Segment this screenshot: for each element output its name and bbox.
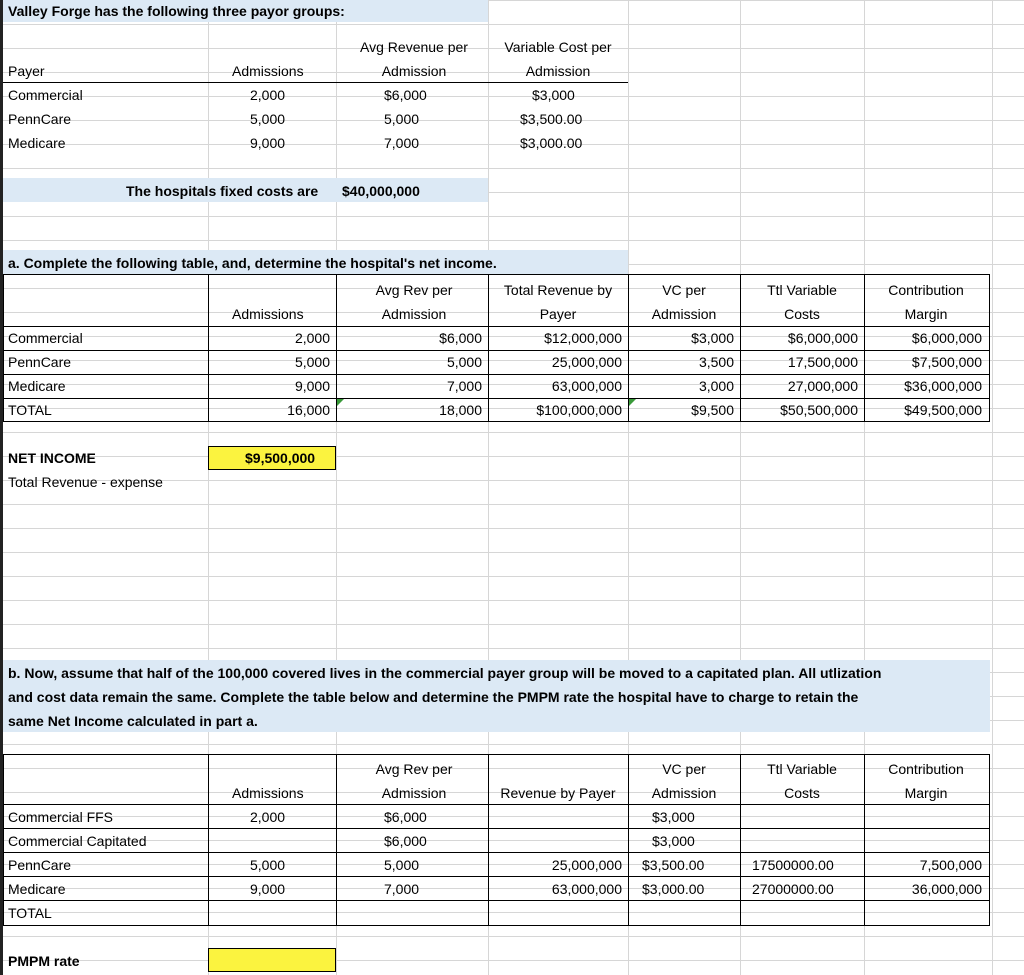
a-total-cm: $49,500,000 [904, 402, 982, 418]
a-row-vc: $3,000 [691, 330, 734, 346]
fixed-costs-value: $40,000,000 [342, 183, 420, 199]
intro-vc-header-1: Variable Cost per [504, 39, 612, 55]
formula-warning-marker [337, 399, 344, 406]
a-row-payer: Medicare [8, 378, 66, 394]
intro-row-admissions: 2,000 [250, 87, 286, 103]
b-avg-rev-header-2: Admission [381, 785, 447, 801]
a-row-avg-rev: $6,000 [439, 330, 482, 346]
part-b-text-2: and cost data remain the same. Complete the table below and determine the PMPM rate the hospital have to charge to retain the [8, 689, 859, 705]
intro-row-vc: $3,000.00 [520, 135, 583, 151]
b-row-avg-rev: $6,000 [384, 833, 427, 849]
part-b-text-3: same Net Income calculated in part a. [8, 713, 258, 729]
a-total-tvc: $50,500,000 [780, 402, 858, 418]
net-income-note: Total Revenue - expense [8, 474, 163, 490]
intro-avg-rev-header-2: Admission [381, 63, 447, 79]
a-row-vc: 3,000 [698, 378, 734, 394]
a-row-cm: $36,000,000 [904, 378, 982, 394]
intro-vc-header-2: Admission [525, 63, 591, 79]
intro-avg-rev-header-1: Avg Revenue per [360, 39, 468, 55]
b-row-tvc: 17500000.00 [752, 857, 834, 873]
a-tvc-header-1: Ttl Variable [767, 282, 837, 298]
a-row-avg-rev: 5,000 [446, 354, 482, 370]
a-table-frame [3, 274, 990, 422]
part-b-text-1: b. Now, assume that half of the 100,000 covered lives in the commercial payer group will be moved to a capitated plan. All utlization [8, 665, 882, 681]
a-row-cm: $7,500,000 [911, 354, 982, 370]
intro-row-payer: Medicare [8, 135, 66, 151]
b-admissions-header: Admissions [232, 785, 304, 801]
b-cm-header-2: Margin [904, 785, 948, 801]
b-row-payer: Commercial FFS [8, 809, 114, 825]
b-total-label: TOTAL [8, 905, 52, 921]
a-vc-header-2: Admission [651, 306, 717, 322]
intro-row-vc: $3,000 [532, 87, 575, 103]
b-tvc-header-1: Ttl Variable [767, 761, 837, 777]
intro-row-admissions: 9,000 [250, 135, 286, 151]
a-row-tvc: 17,500,000 [787, 354, 858, 370]
a-row-total-rev: 63,000,000 [551, 378, 622, 394]
a-row-total-rev: $12,000,000 [544, 330, 622, 346]
a-total-rev: $100,000,000 [536, 402, 622, 418]
b-row-vc: $3,500.00 [642, 857, 705, 873]
a-avg-rev-header-1: Avg Rev per [375, 282, 453, 298]
b-row-payer: Medicare [8, 881, 66, 897]
a-row-cm: $6,000,000 [911, 330, 982, 346]
b-avg-rev-header-1: Avg Rev per [375, 761, 453, 777]
intro-row-avg-rev: $6,000 [384, 87, 427, 103]
a-vc-header-1: VC per [662, 282, 706, 298]
intro-admissions-header: Admissions [232, 63, 304, 79]
a-tvc-header-2: Costs [784, 306, 820, 322]
b-cm-header-1: Contribution [888, 761, 964, 777]
a-row-payer: Commercial [8, 330, 83, 346]
b-row-cm: 36,000,000 [911, 881, 982, 897]
a-avg-rev-header-2: Admission [381, 306, 447, 322]
a-total-vc: $9,500 [691, 402, 734, 418]
a-row-payer: PennCare [8, 354, 72, 370]
b-tvc-header-2: Costs [784, 785, 820, 801]
b-row-payer: Commercial Capitated [8, 833, 147, 849]
b-row-avg-rev: $6,000 [384, 809, 427, 825]
a-admissions-header: Admissions [232, 306, 304, 322]
b-row-vc: $3,000 [652, 809, 695, 825]
b-row-vc: $3,000 [652, 833, 695, 849]
a-total-rev-header-2: Payer [539, 306, 577, 322]
intro-row-payer: PennCare [8, 111, 72, 127]
b-row-vc: $3,000.00 [642, 881, 705, 897]
b-rev-header: Revenue by Payer [500, 785, 616, 801]
pmpm-label: PMPM rate [8, 953, 80, 969]
formula-warning-marker [629, 399, 636, 406]
a-row-vc: 3,500 [698, 354, 734, 370]
b-row-rev: 25,000,000 [551, 857, 622, 873]
b-vc-header-1: VC per [662, 761, 706, 777]
a-total-rev-header-1: Total Revenue by [503, 282, 613, 298]
b-row-admissions: 2,000 [250, 809, 286, 825]
b-row-rev: 63,000,000 [551, 881, 622, 897]
intro-row-avg-rev: 7,000 [384, 135, 420, 151]
b-row-avg-rev: 5,000 [384, 857, 420, 873]
b-row-admissions: 5,000 [250, 857, 286, 873]
net-income-label: NET INCOME [8, 450, 96, 466]
intro-row-avg-rev: 5,000 [384, 111, 420, 127]
a-row-tvc: $6,000,000 [787, 330, 858, 346]
a-row-avg-rev: 7,000 [446, 378, 482, 394]
intro-payer-header: Payer [8, 63, 45, 79]
pmpm-input-cell[interactable] [208, 948, 336, 972]
intro-row-vc: $3,500.00 [520, 111, 583, 127]
a-row-admissions: 9,000 [294, 378, 330, 394]
b-vc-header-2: Admission [651, 785, 717, 801]
intro-row-admissions: 5,000 [250, 111, 286, 127]
fixed-costs-label: The hospitals fixed costs are [126, 183, 319, 199]
a-cm-header-1: Contribution [888, 282, 964, 298]
a-row-admissions: 5,000 [294, 354, 330, 370]
b-row-cm: 7,500,000 [919, 857, 982, 873]
b-row-avg-rev: 7,000 [384, 881, 420, 897]
a-total-admissions: 16,000 [287, 402, 330, 418]
a-row-total-rev: 25,000,000 [551, 354, 622, 370]
a-row-admissions: 2,000 [294, 330, 330, 346]
net-income-cell[interactable] [208, 446, 336, 470]
b-row-payer: PennCare [8, 857, 72, 873]
net-income-value: $9,500,000 [245, 450, 316, 466]
a-row-tvc: 27,000,000 [787, 378, 858, 394]
a-cm-header-2: Margin [904, 306, 948, 322]
intro-row-payer: Commercial [8, 87, 83, 103]
intro-title: Valley Forge has the following three payor groups: [8, 3, 345, 19]
a-total-label: TOTAL [8, 402, 52, 418]
b-row-tvc: 27000000.00 [752, 881, 834, 897]
b-row-admissions: 9,000 [250, 881, 286, 897]
a-total-avg-rev: 18,000 [439, 402, 482, 418]
part-a-title: a. Complete the following table, and, determine the hospital's net income. [8, 255, 497, 271]
